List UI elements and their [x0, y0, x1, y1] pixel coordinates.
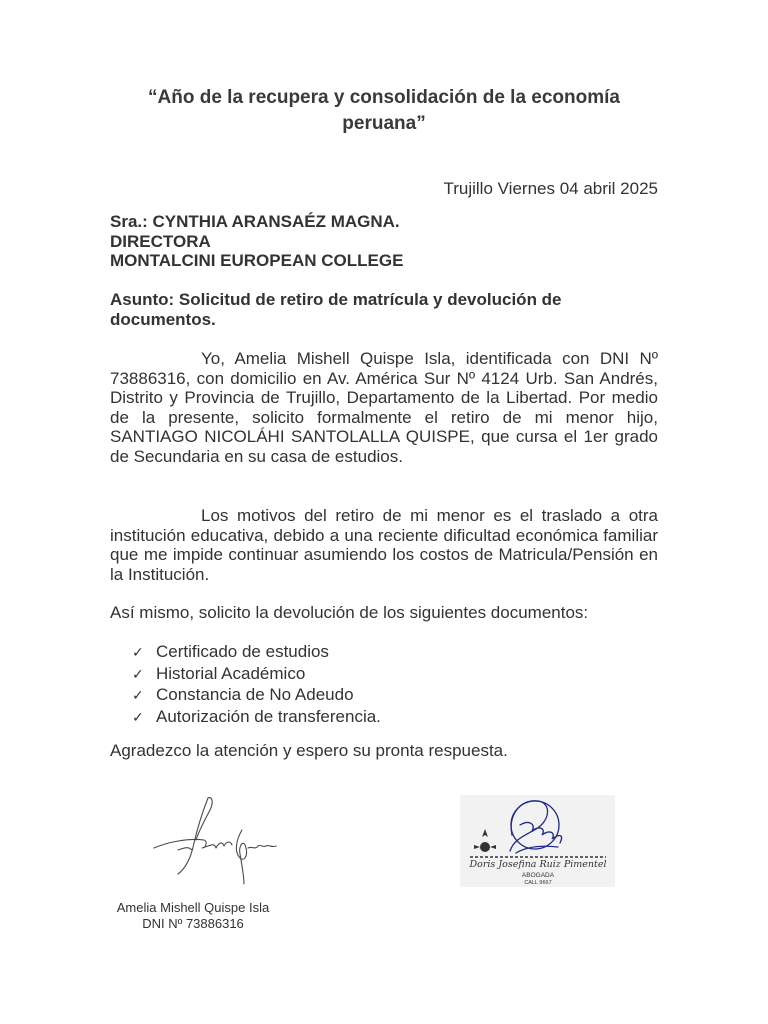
body-paragraph-1	[110, 349, 658, 467]
subject-line: Asunto: Solicitud de retiro de matrícula y devolución de documentos.	[110, 290, 562, 329]
checkmark-icon: ✓	[132, 666, 144, 683]
lawyer-stamp	[460, 795, 615, 887]
checkmark-icon: ✓	[132, 710, 144, 727]
list-item: ✓ Autorización de transferencia.	[132, 707, 381, 729]
handwritten-signature	[148, 788, 280, 888]
addressee-role: DIRECTORA	[110, 231, 211, 251]
body-paragraph-3: Así mismo, solicito la devolución de los siguientes documentos:	[110, 603, 589, 622]
paragraph-2-text: Los motivos del retiro de mi menor es el traslado a otra institución educativa, debido a una reciente dificultad económica familiar que me impide continuar asumiendo los costos de Matricula/Pensión en la Institución.	[110, 506, 658, 584]
checkmark-icon: ✓	[132, 645, 144, 661]
addressee-block	[110, 212, 403, 271]
list-item: ✓ Historial Académico	[132, 664, 381, 686]
paragraph-1-text: Yo, Amelia Mishell Quispe Isla, identificada con DNI Nº 73886316, con domicilio en Av. América Sur Nº 4124 Urb. San Andrés, Distrito y Provincia de Trujillo, Departamento de la Libertad. Por medio de la presente, solicito formalmente el retiro de mi menor hijo, SANTIAGO NICOLÁHI SANTOLALLA QUISPE, que cursa el 1er grado de Secundaria en su casa de estudios.	[110, 349, 658, 466]
signer-name: Amelia Mishell Quispe Isla	[116, 900, 270, 915]
documents-list	[132, 642, 381, 729]
signer-block	[110, 900, 276, 931]
letter-heading: “Año de la recupera y consolidación de la economía peruana”	[148, 87, 620, 134]
addressee-name: Sra.: CYNTHIA ARANSAÉZ MAGNA.	[110, 212, 400, 231]
stamp-name: Doris Josefina Ruiz Pimentel	[469, 859, 607, 870]
stamp-title: ABOGADA	[521, 872, 555, 879]
list-item: ✓ Certificado de estudios	[132, 642, 381, 664]
list-item: ✓ Constancia de No Adeudo	[132, 685, 381, 707]
date-line: Trujillo Viernes 04 abril 2025	[443, 179, 658, 198]
addressee-institution: MONTALCINI EUROPEAN COLLEGE	[110, 251, 404, 270]
body-paragraph-2	[110, 506, 658, 584]
closing-line: Agradezco la atención y espero su pronta respuesta.	[110, 741, 508, 760]
checkmark-icon: ✓	[132, 688, 144, 705]
stamp-registry: CALL 9667	[524, 880, 552, 886]
signer-dni: DNI Nº 73886316	[142, 915, 244, 931]
